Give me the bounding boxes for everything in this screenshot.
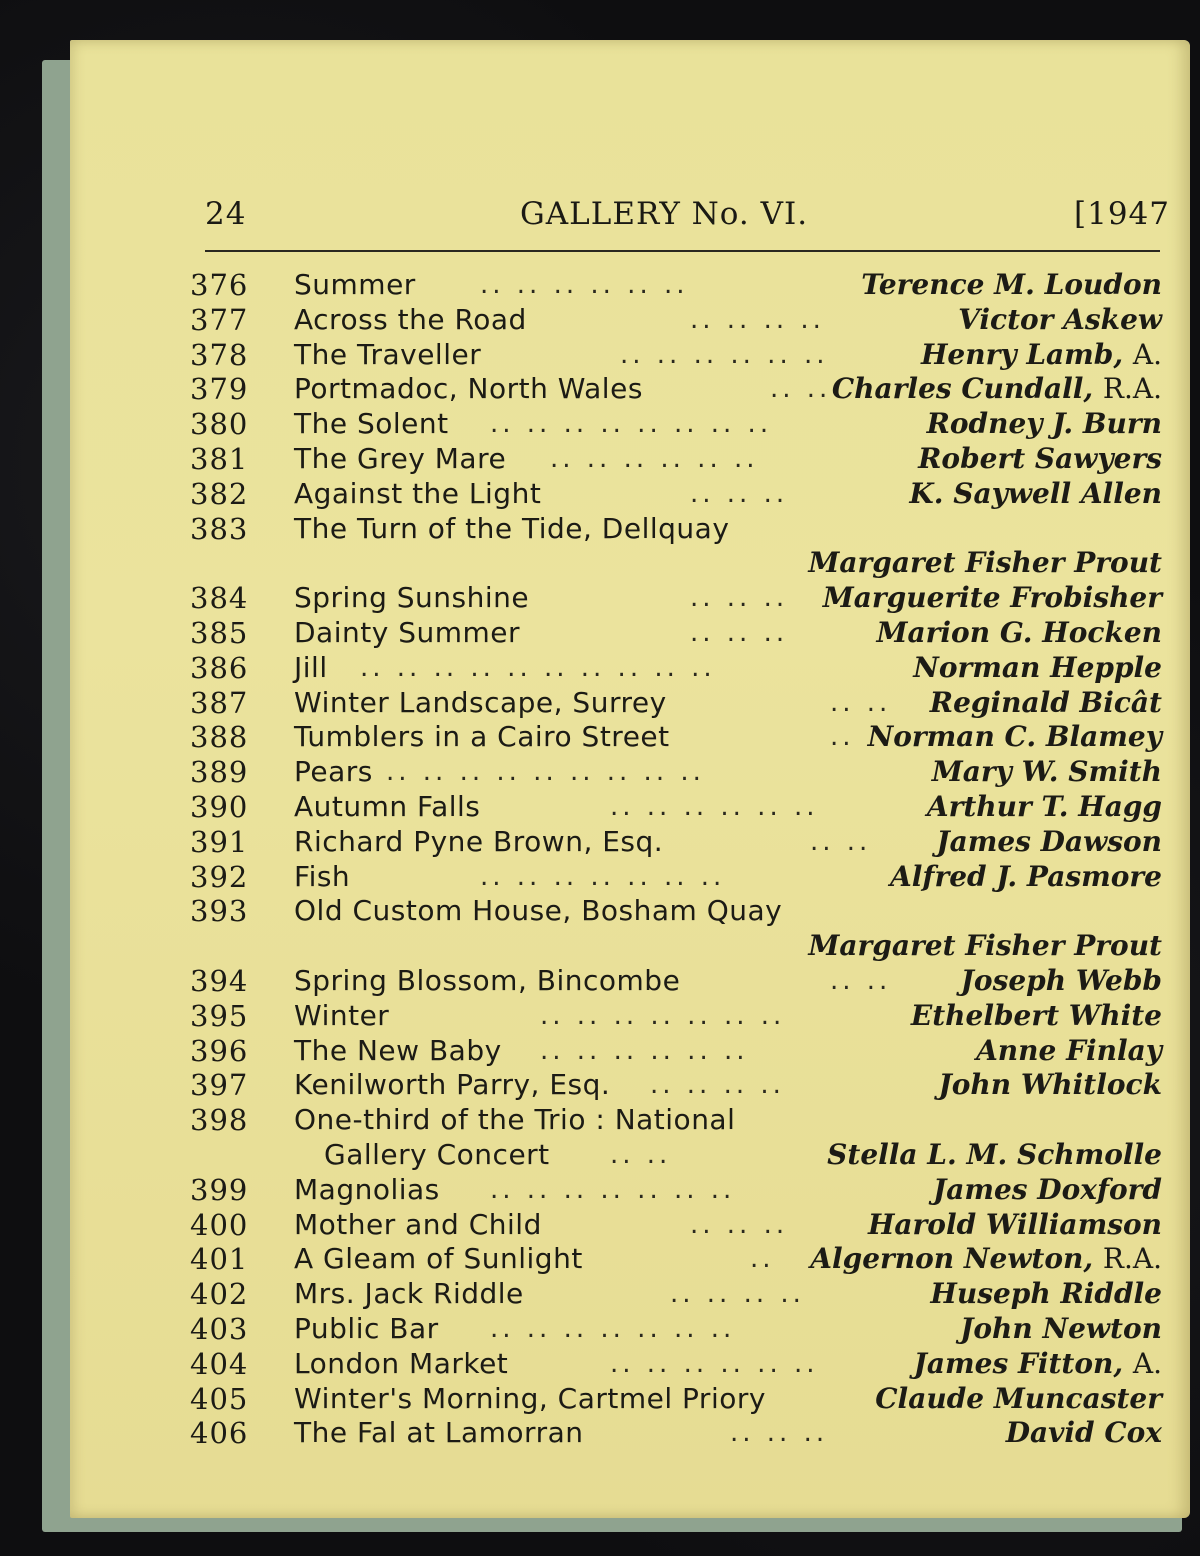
entry-number: 391 [190,824,249,859]
entry-number: 406 [190,1416,249,1451]
entry-title: London Market [294,1346,509,1380]
entry-title: The Solent [294,407,449,441]
entry-title: Mrs. Jack Riddle [294,1277,524,1311]
entry-artist: John Newton [960,1311,1162,1345]
catalogue-entry-continuation [190,546,1162,581]
entry-number: 396 [190,1033,249,1068]
entry-title: Winter [294,998,390,1032]
dot-leader: .. .. [610,1139,672,1170]
dot-leader: .. .. .. .. .. .. [480,270,689,300]
catalogue-entry [190,372,1162,407]
catalogue-entry [190,581,1162,616]
entry-artist: James Doxford [932,1172,1162,1206]
entry-artist: Huseph Riddle [930,1277,1162,1311]
entry-number: 393 [190,894,249,929]
dot-leader: .. .. .. .. .. .. .. [480,861,726,892]
dot-leader: .. .. .. [690,1209,789,1240]
catalogue-entry [190,1382,1162,1417]
entry-title: The Grey Mare [294,441,507,475]
catalogue-entry [190,477,1162,512]
dot-leader: .. .. .. [690,478,789,509]
entry-artist: Anne Finlay [976,1033,1162,1067]
dot-leader: .. .. .. .. .. .. [610,1348,819,1379]
entry-title: Against the Light [294,476,542,510]
entry-artist: James Dawson [936,824,1162,858]
entry-number: 386 [190,650,249,685]
catalogue-entry [190,616,1162,651]
entry-title: Summer [294,268,416,301]
entry-number: 401 [190,1242,249,1277]
running-header [70,196,1190,246]
gallery-title: GALLERY No. VI. [520,196,809,232]
entry-artist: Marguerite Frobisher [822,581,1162,615]
entry-title: Magnolias [294,1172,440,1206]
entry-artist: Charles Cundall, R.A. [831,372,1162,406]
entry-title-continuation: Gallery Concert [324,1137,550,1171]
entry-title: The Turn of the Tide, Dellquay [294,511,730,545]
entry-artist: Norman C. Blamey [867,720,1162,754]
dot-leader: .. .. .. .. .. .. [540,1035,749,1066]
catalogue-entry [190,825,1162,860]
catalogue-entry [190,1416,1162,1451]
entry-title: Jill [294,650,328,684]
catalogue-entry [190,1103,1162,1138]
catalogue-entry [190,860,1162,895]
entry-number: 394 [190,963,249,998]
entry-number: 380 [190,407,249,442]
catalogue-entry [190,686,1162,721]
entry-number: 397 [190,1068,249,1103]
catalogue-entry [190,1242,1162,1277]
year: [1947 [1074,196,1170,232]
entry-artist: Reginald Bicât [929,685,1162,719]
entry-title: Spring Sunshine [294,581,530,615]
entry-title: Fish [294,859,351,893]
entry-title: A Gleam of Sunlight [294,1242,583,1276]
entry-title: Richard Pyne Brown, Esq. [294,824,664,858]
dot-leader: .. .. .. .. .. .. [550,443,759,474]
catalogue-entry [190,512,1162,547]
entry-number: 392 [190,859,249,894]
entry-number: 384 [190,581,249,616]
entry-number: 390 [190,789,249,824]
entry-artist: Claude Muncaster [875,1381,1162,1415]
dot-leader: .. .. .. .. .. .. [620,339,829,370]
entry-number: 388 [190,720,249,755]
entry-title: Across the Road [294,302,527,336]
page-number: 24 [205,196,247,232]
dot-leader: .. .. .. [730,1418,829,1449]
entry-title: The Fal at Lamorran [294,1416,584,1450]
entry-artist: Mary W. Smith [931,755,1162,789]
catalogue-entry [190,1312,1162,1347]
catalogue-entry [190,1347,1162,1382]
catalogue-page [70,40,1190,1518]
entry-artist: Harold Williamson [867,1207,1162,1241]
entry-number: 381 [190,441,249,476]
catalogue-entry [190,1034,1162,1069]
catalogue-entry [190,894,1162,929]
catalogue-entry [190,999,1162,1034]
entry-title: The New Baby [294,1033,502,1067]
dot-leader: .. .. .. .. .. .. .. [490,1174,736,1205]
entry-title: Winter Landscape, Surrey [294,685,667,719]
entry-number: 395 [190,998,249,1033]
dot-leader: .. [750,1244,775,1275]
dot-leader: .. .. .. .. [650,1070,785,1101]
entry-number: 385 [190,615,249,650]
dot-leader: .. .. .. .. .. .. .. [490,1313,736,1344]
catalogue-entry [190,1277,1162,1312]
entry-number: 376 [190,268,249,302]
dot-leader: .. .. .. .. .. .. .. .. .. .. [360,652,716,683]
catalogue-entry [190,651,1162,686]
entry-artist: Margaret Fisher Prout [808,929,1162,963]
dot-leader: .. .. .. .. .. .. .. [540,1000,786,1031]
entry-number: 402 [190,1277,249,1312]
entry-number: 403 [190,1311,249,1346]
dot-leader: .. .. .. .. .. .. [610,791,819,822]
entry-number: 382 [190,476,249,511]
entry-title: Pears [294,755,373,789]
entry-number: 389 [190,755,249,790]
dot-leader: .. .. .. .. .. .. .. .. [490,409,773,440]
entry-number: 387 [190,685,249,720]
entry-artist: Alfred J. Pasmore [890,859,1162,893]
dot-leader: .. .. [830,687,892,718]
entry-artist: K. Saywell Allen [909,476,1162,510]
entry-title: Tumblers in a Cairo Street [294,720,670,754]
dot-leader: .. .. .. .. .. .. .. .. .. [386,757,705,788]
entry-artist: Algernon Newton, R.A. [810,1242,1162,1276]
header-rule [205,250,1160,252]
catalogue-entry-continuation [190,929,1162,964]
catalogue-entry [190,268,1162,303]
catalogue-entry [190,407,1162,442]
catalogue-entry [190,1208,1162,1243]
dot-leader: .. .. [770,374,832,405]
entry-artist: Arthur T. Hagg [926,789,1162,823]
entry-artist: Robert Sawyers [918,441,1162,475]
entry-number: 379 [190,372,249,407]
entry-number: 405 [190,1381,249,1416]
entry-artist: Terence M. Loudon [861,268,1162,301]
entry-title: Portmadoc, North Wales [294,372,643,406]
entry-number: 383 [190,511,249,546]
catalogue-entry [190,720,1162,755]
catalogue-entry [190,790,1162,825]
dot-leader: .. [830,722,855,753]
catalogue-entry [190,303,1162,338]
entry-number: 400 [190,1207,249,1242]
entry-title: Old Custom House, Bosham Quay [294,894,783,928]
entry-title: Winter's Morning, Cartmel Priory [294,1381,766,1415]
catalogue-entry-continuation [190,1138,1162,1173]
dot-leader: .. .. .. .. [690,304,825,335]
catalogue-entry [190,338,1162,373]
entry-artist: Joseph Webb [960,963,1162,997]
entry-artist: Marion G. Hocken [876,615,1162,649]
entry-title: Mother and Child [294,1207,542,1241]
entry-artist: John Whitlock [938,1068,1162,1102]
catalogue-entry [190,442,1162,477]
entry-number: 377 [190,302,249,337]
entry-title: Dainty Summer [294,615,521,649]
catalogue-entry [190,1068,1162,1103]
entry-artist: David Cox [1005,1416,1162,1450]
dot-leader: .. .. [830,965,892,996]
dot-leader: .. .. .. [690,583,789,614]
catalogue-entry [190,964,1162,999]
entry-title: One-third of the Trio : National [294,1103,736,1137]
entry-number: 378 [190,337,249,372]
entry-title: Spring Blossom, Bincombe [294,963,681,997]
entry-artist: Ethelbert White [910,998,1162,1032]
entry-artist: James Fitton, A. [913,1346,1162,1380]
entry-artist: Stella L. M. Schmolle [827,1137,1162,1171]
catalogue-entry [190,755,1162,790]
dot-leader: .. .. .. [690,617,789,648]
catalogue-entry [190,1173,1162,1208]
entry-title: The Traveller [294,337,482,371]
catalogue-entries [190,268,1162,1451]
entry-artist: Victor Askew [958,302,1162,336]
dot-leader: .. .. [810,826,872,857]
entry-artist: Norman Hepple [913,650,1162,684]
dot-leader: .. .. .. .. [670,1279,805,1310]
entry-title: Autumn Falls [294,789,481,823]
entry-artist: Rodney J. Burn [926,407,1162,441]
entry-number: 399 [190,1172,249,1207]
entry-title: Kenilworth Parry, Esq. [294,1068,611,1102]
entry-artist: Henry Lamb, A. [920,337,1162,371]
entry-title: Public Bar [294,1311,439,1345]
entry-number: 398 [190,1103,249,1138]
entry-artist: Margaret Fisher Prout [808,546,1162,580]
entry-number: 404 [190,1346,249,1381]
